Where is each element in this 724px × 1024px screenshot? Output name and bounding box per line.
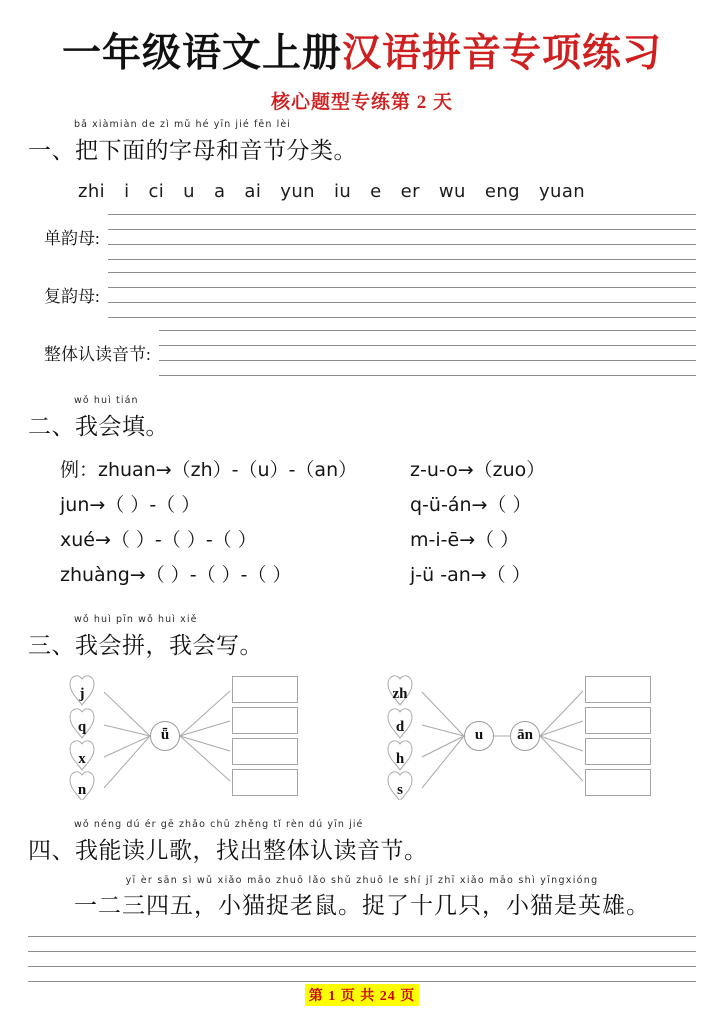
- answer-box[interactable]: [232, 707, 298, 734]
- category-label: 复韵母:: [44, 287, 100, 307]
- category-row-whole-syllables: [0, 330, 724, 376]
- page-number-badge: 第 1 页 共 24 页: [305, 984, 420, 1006]
- fill-right-expression[interactable]: q-ü-án→（ ）: [410, 493, 532, 516]
- pinyin-token: u: [183, 180, 195, 202]
- heart-initial-j[interactable]: j: [79, 685, 85, 702]
- section-two-pinyin: wǒ huì tián: [74, 394, 139, 406]
- heart-initial-q[interactable]: q: [77, 718, 87, 735]
- category-label: 整体认读音节:: [44, 345, 151, 365]
- writing-stave[interactable]: [108, 214, 696, 260]
- section-one: [0, 114, 724, 376]
- pinyin-token: e: [370, 180, 382, 202]
- writing-stave[interactable]: [159, 330, 696, 376]
- link-diagram-right: [380, 672, 680, 800]
- section-three-title: 三、我会拼，我会写。: [28, 632, 263, 658]
- section-one-pinyin: bǎ xiàmiàn de zì mǔ hé yīn jié fēn lèi: [74, 118, 292, 130]
- link-diagram-area: [0, 672, 724, 800]
- pinyin-token: er: [400, 180, 420, 202]
- writing-stave[interactable]: [28, 936, 696, 982]
- page-title-red: 汉语拼音专项练习: [342, 32, 663, 75]
- fill-row[interactable]: [60, 525, 724, 560]
- medial-node-u[interactable]: u: [464, 721, 494, 751]
- heart-initial-x[interactable]: x: [78, 750, 86, 767]
- fill-row[interactable]: [60, 455, 724, 490]
- category-row-compound-finals: [0, 272, 724, 318]
- answer-stave-wrapper: [28, 936, 696, 982]
- pinyin-token: yun: [280, 180, 315, 202]
- page-subtitle: 核心题型专练第 2 天: [270, 91, 453, 113]
- section-four-pinyin: wǒ néng dú ér gē zhǎo chū zhěng tǐ rèn dú yīn jié: [74, 818, 364, 830]
- rhyme-block: [0, 875, 724, 920]
- pinyin-token: ai: [244, 180, 262, 202]
- link-diagram-left: [62, 672, 332, 800]
- pinyin-token: ci: [148, 180, 165, 202]
- writing-stave[interactable]: [108, 272, 696, 318]
- section-four-title: 四、我能读儿歌，找出整体认读音节。: [28, 837, 428, 863]
- category-row-simple-finals: [0, 214, 724, 260]
- section-two: [0, 390, 724, 595]
- page-footer: [0, 984, 724, 1006]
- page-title: [0, 34, 724, 75]
- pinyin-token: yuan: [538, 180, 586, 202]
- fill-in-block: [0, 455, 724, 595]
- pinyin-token: wu: [438, 180, 466, 202]
- pinyin-token: a: [213, 180, 226, 202]
- fill-left-expression[interactable]: zhuàng→（ ）-（ ）-（ ）: [60, 563, 292, 586]
- pinyin-token-row: [0, 181, 724, 202]
- answer-box[interactable]: [232, 738, 298, 765]
- heart-initial-s[interactable]: s: [397, 781, 403, 798]
- category-label: 单韵母:: [44, 229, 100, 249]
- answer-box[interactable]: [232, 676, 298, 703]
- answer-box[interactable]: [585, 707, 651, 734]
- page-title-black: 一年级语文上册: [61, 32, 342, 75]
- final-node-u-umlaut[interactable]: ǖ: [150, 721, 180, 751]
- fill-right-expression[interactable]: z-u-o→（zuo）: [410, 458, 546, 481]
- section-three-pinyin: wǒ huì pīn wǒ huì xiě: [74, 613, 198, 625]
- page-header: [0, 0, 724, 114]
- fill-right-expression[interactable]: j-ü -an→（ ）: [410, 563, 531, 586]
- pinyin-token: eng: [484, 180, 520, 202]
- section-four-heading: [28, 818, 428, 865]
- fill-row[interactable]: [60, 490, 724, 525]
- section-one-heading: [28, 118, 357, 165]
- answer-box[interactable]: [232, 769, 298, 796]
- answer-box[interactable]: [585, 738, 651, 765]
- heart-initial-h[interactable]: h: [395, 750, 405, 767]
- fill-left-expression[interactable]: 例：zhuan→（zh）-（u）-（an）: [60, 458, 358, 481]
- answer-box[interactable]: [585, 769, 651, 796]
- heart-initial-n[interactable]: n: [77, 781, 87, 798]
- heart-initial-d[interactable]: d: [395, 718, 405, 735]
- fill-left-expression[interactable]: xué→（ ）-（ ）-（ ）: [60, 528, 257, 551]
- pinyin-token: iu: [333, 180, 352, 202]
- rhyme-pinyin: yī èr sān sì wǔ xiǎo māo zhuō lǎo shǔ zhuō le shí jǐ zhī xiǎo māo shì yīngxióng: [125, 874, 599, 886]
- pinyin-token: zhi: [78, 180, 106, 202]
- fill-row[interactable]: [60, 560, 724, 595]
- answer-box[interactable]: [585, 676, 651, 703]
- section-two-title: 二、我会填。: [28, 413, 169, 439]
- section-two-heading: [28, 394, 169, 441]
- section-three-heading: [28, 613, 263, 660]
- fill-right-expression[interactable]: m-i-ē→（ ）: [410, 528, 520, 551]
- section-four: [0, 814, 724, 982]
- heart-initial-zh[interactable]: zh: [392, 685, 408, 702]
- fill-left-expression[interactable]: jun→（ ）-（ ）: [60, 493, 201, 516]
- pinyin-token: i: [124, 180, 130, 202]
- final-node-an[interactable]: ān: [510, 721, 540, 751]
- rhyme-text: 一二三四五，小猫捉老鼠。捉了十几只，小猫是英雄。: [74, 892, 650, 918]
- section-three: [0, 609, 724, 800]
- section-one-title: 一、把下面的字母和音节分类。: [28, 137, 357, 163]
